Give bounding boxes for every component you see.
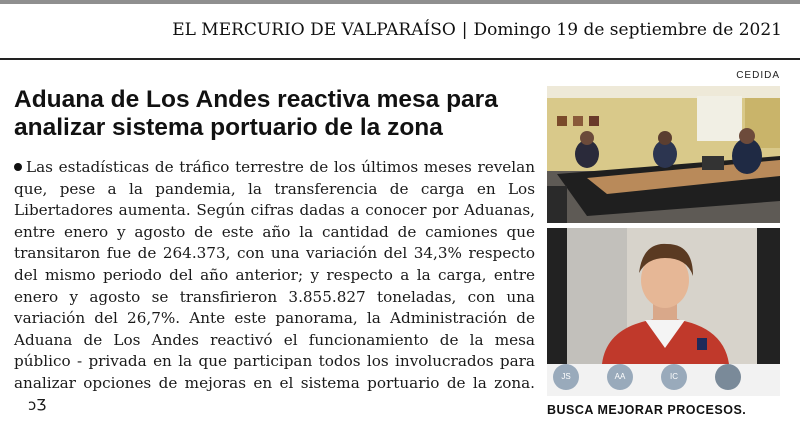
article-body — [14, 157, 535, 416]
publication-date: Domingo 19 de septiembre de 2021 — [473, 20, 782, 40]
photo-caption: BUSCA MEJORAR PROCESOS. — [547, 403, 747, 417]
article-body-text: Las estadísticas de tráfico terrestre de los últimos meses revelan que, pese a la pandemia, la transferencia de carga en Los Libertadores aumenta. Según cifras dadas a conocer por Aduanas, entre enero y agosto de este año la cantidad de camiones que transitaron fue de 264.373, con una variación del 34,3% respecto del mismo periodo del año anterior; y respecto a la carga, entre enero y agosto se transfirieron 3.855.827 toneladas, con una variación del 26,7%. Ante este panorama, la Administración de Aduana de Los Andes reactivó el funcionamiento de la mesa público - privada en la que participan todos los involucrados para analizar opciones de mejoras en el sistema portuario de la zona. — [14, 158, 535, 392]
meeting-room-illustration — [547, 86, 780, 223]
participant-video-thumb — [715, 364, 741, 390]
participant-avatar: AA — [607, 364, 633, 390]
article-headline: Aduana de Los Andes reactiva mesa para analizar sistema portuario de la zona — [14, 86, 498, 141]
participant-avatar: JS — [553, 364, 579, 390]
participant-avatar: IC — [661, 364, 687, 390]
end-mark: ↄƷ — [28, 395, 47, 414]
top-rule — [0, 0, 800, 4]
masthead — [172, 20, 782, 40]
photo-credit: CEDIDA — [736, 70, 780, 81]
page-header — [0, 10, 800, 60]
bullet-icon — [14, 163, 22, 171]
meeting-room-photo — [547, 86, 780, 223]
publication-name: EL MERCURIO DE VALPARAÍSO — [172, 20, 456, 40]
masthead-separator: | — [461, 20, 468, 40]
participant-strip — [547, 364, 780, 396]
video-call-photo — [547, 228, 780, 396]
